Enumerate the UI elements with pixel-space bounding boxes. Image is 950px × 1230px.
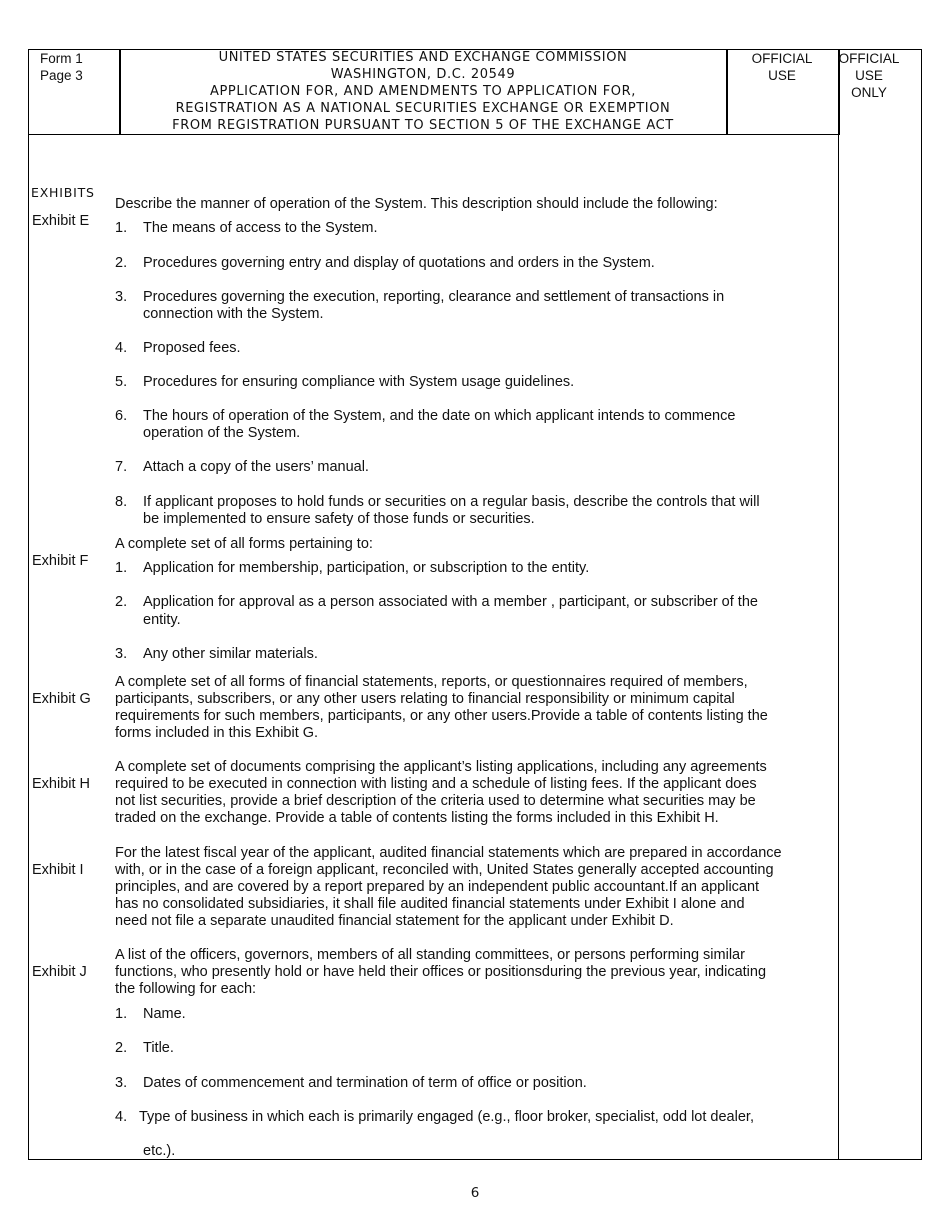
paragraph-line: For the latest fiscal year of the applicant, audited financial statements which are prepared in accordance	[115, 845, 782, 861]
list-item-continued: connection with the System.	[143, 306, 324, 322]
list-number: 8.	[115, 494, 128, 510]
title-line: WASHINGTON, D.C. 20549	[330, 67, 516, 82]
list-item: Procedures governing the execution, reporting, clearance and settlement of transactions in	[143, 289, 725, 305]
list-number: 2.	[115, 594, 128, 610]
list-item: Attach a copy of the users’ manual.	[143, 459, 369, 475]
paragraph-line: requirements for such members, participants, or any other users.Provide a table of contents listing the	[115, 708, 768, 724]
official-use-word: USE	[768, 68, 796, 83]
paragraph-line: principles, and are covered by a report prepared by an independent public accountant.If an applicant	[115, 879, 760, 895]
paragraph-line: need not file a separate unaudited financial statement for the applicant under Exhibit D.	[115, 913, 674, 929]
exhibit-h-text	[115, 759, 767, 827]
list-number: 1.	[115, 560, 128, 576]
exhibit-f-intro: A complete set of all forms pertaining to:	[115, 536, 373, 552]
list-item: Any other similar materials.	[143, 646, 318, 662]
title-line: UNITED STATES SECURITIES AND EXCHANGE COMMISSION	[218, 50, 628, 65]
paragraph-line: A list of the officers, governors, members of all standing committees, or persons performing similar	[115, 947, 745, 963]
list-item-continued: etc.).	[143, 1143, 176, 1159]
list-number: 6.	[115, 408, 128, 424]
list-number: 2.	[115, 1040, 128, 1056]
list-number: 7.	[115, 459, 128, 475]
form-number: Form 1	[40, 51, 83, 66]
page-number: 6	[470, 1185, 480, 1201]
paragraph-line: not list securities, provide a brief description of the criteria used to determine what securities may be	[115, 793, 756, 809]
official-use-only-word: USE	[855, 68, 883, 83]
list-item: Type of business in which each is primarily engaged (e.g., floor broker, specialist, odd lot dealer,	[139, 1109, 754, 1125]
exhibit-e-intro: Describe the manner of operation of the System. This description should include the following:	[115, 196, 718, 212]
exhibit-i-text	[115, 845, 782, 930]
exhibit-j-label: Exhibit J	[32, 964, 87, 980]
list-item: Proposed fees.	[143, 340, 241, 356]
exhibit-e-label: Exhibit E	[32, 213, 90, 229]
list-item: Application for approval as a person associated with a member , participant, or subscriber of the	[143, 594, 758, 610]
paragraph-line: the following for each:	[115, 981, 257, 997]
paragraph-line: forms included in this Exhibit G.	[115, 725, 319, 741]
list-item-continued: entity.	[143, 612, 181, 628]
list-item: Procedures for ensuring compliance with System usage guidelines.	[143, 374, 575, 390]
list-item-continued: be implemented to ensure safety of those funds or securities.	[143, 511, 535, 527]
paragraph-line: A complete set of all forms of financial statements, reports, or questionnaires required of members,	[115, 674, 748, 690]
list-number: 3.	[115, 646, 128, 662]
exhibit-f-label: Exhibit F	[32, 553, 89, 569]
exhibit-j-text	[115, 947, 766, 998]
paragraph-line: participants, subscribers, or any other users relating to financial responsibility or minimum capital	[115, 691, 735, 707]
list-number: 2.	[115, 255, 128, 271]
exhibit-h-label: Exhibit H	[32, 776, 91, 792]
paragraph-line: has no consolidated subsidiaries, it shall file audited financial statements under Exhibit I alone and	[115, 896, 745, 912]
list-number: 1.	[115, 220, 128, 236]
list-number: 4.	[115, 340, 128, 356]
list-item-continued: operation of the System.	[143, 425, 301, 441]
paragraph-line: functions, who presently hold or have held their offices or positionsduring the previous year, indicating	[115, 964, 767, 980]
paragraph-line: with, or in the case of a foreign applicant, reconciled with, United States generally accepted accounting	[115, 862, 774, 878]
list-number: 1.	[115, 1006, 128, 1022]
exhibits-heading: EXHIBITS	[31, 185, 95, 200]
list-number: 5.	[115, 374, 128, 390]
paragraph-line: A complete set of documents comprising the applicant’s listing applications, including any agreements	[115, 759, 767, 775]
list-number: 4.	[115, 1109, 128, 1125]
title-line: APPLICATION FOR, AND AMENDMENTS TO APPLICATION FOR,	[209, 84, 637, 99]
list-item: The means of access to the System.	[143, 220, 378, 236]
list-item: Title.	[143, 1040, 174, 1056]
list-item: Name.	[143, 1006, 186, 1022]
list-item: Dates of commencement and termination of term of office or position.	[143, 1075, 587, 1091]
page-label: Page 3	[40, 68, 83, 83]
list-number: 3.	[115, 1075, 128, 1091]
exhibit-i-label: Exhibit I	[32, 862, 84, 878]
official-use-word: OFFICIAL	[751, 51, 813, 66]
title-line: REGISTRATION AS A NATIONAL SECURITIES EXCHANGE OR EXEMPTION	[175, 101, 671, 116]
paragraph-line: required to be executed in connection with listing and a schedule of listing fees. If the applicant does	[115, 776, 757, 792]
title-line: FROM REGISTRATION PURSUANT TO SECTION 5 OF THE EXCHANGE ACT	[172, 118, 674, 133]
official-use-only-word: OFFICIAL	[838, 51, 900, 66]
exhibit-g-label: Exhibit G	[32, 691, 91, 707]
paragraph-line: traded on the exchange. Provide a table of contents listing the forms included in this Exhibit H.	[115, 810, 719, 826]
list-item: The hours of operation of the System, and the date on which applicant intends to commence	[143, 408, 736, 424]
list-item: If applicant proposes to hold funds or securities on a regular basis, describe the controls that will	[143, 494, 760, 510]
list-item: Procedures governing entry and display of quotations and orders in the System.	[143, 255, 655, 271]
official-use-only-word: ONLY	[851, 85, 887, 100]
list-item: Application for membership, participation, or subscription to the entity.	[143, 560, 590, 576]
exhibit-g-text	[115, 674, 768, 742]
list-number: 3.	[115, 289, 128, 305]
